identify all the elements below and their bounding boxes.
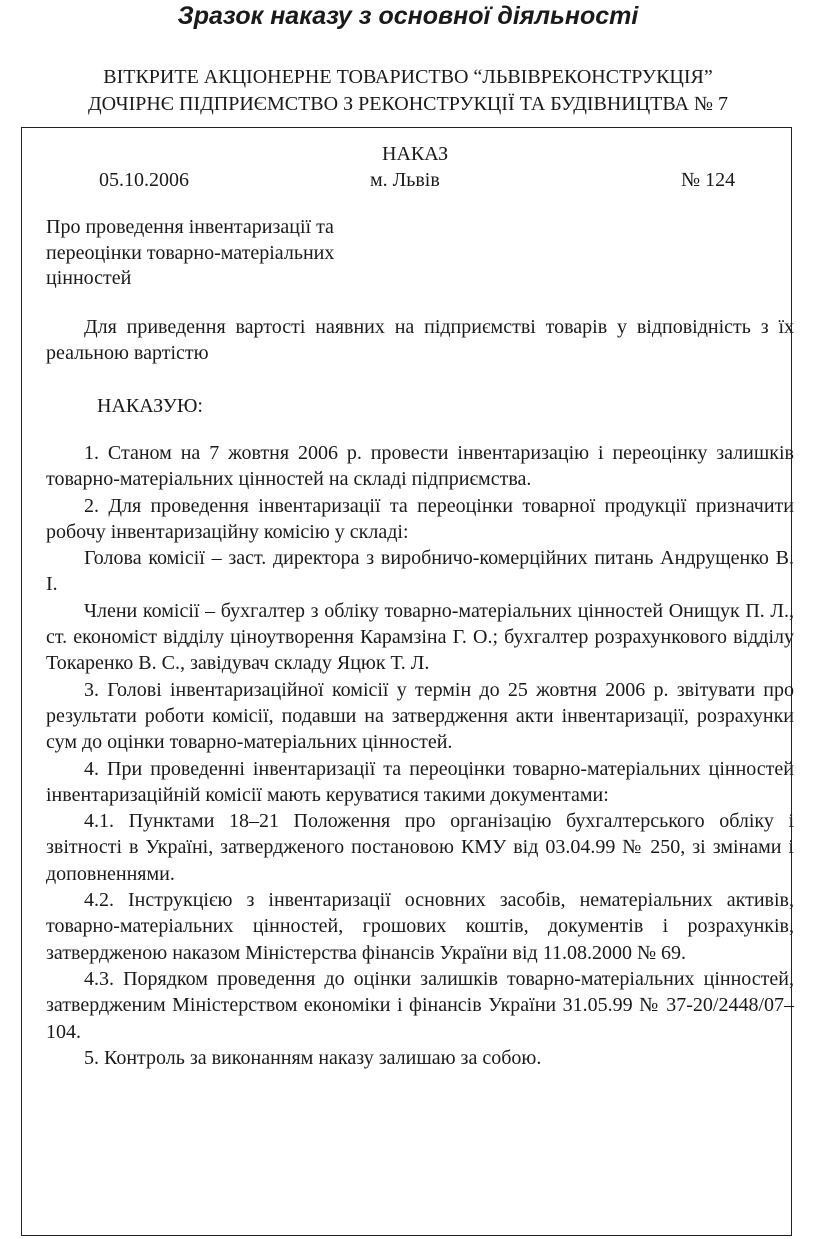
order-date: 05.10.2006 (99, 169, 189, 191)
order-number: № 124 (681, 169, 736, 191)
order-item: Члени комісії – бухгалтер з обліку товарно-матеріальних цінностей Онищук П. Л., ст. економіст відділу ціноутворення Карамзіна Г. О.; бухгалтер розрахункового відділу Токаренко В. С., завідувач складу Яцюк Т. Л. (46, 599, 794, 675)
order-item: 3. Голові інвентаризаційної комісії у термін до 25 жовтня 2006 р. звітувати про результати роботи комісії, подавши на затвердження акти інвентаризації, розрахунки сум до оцінки товарно-матеріальних цінностей. (46, 678, 794, 754)
order-heading: НАКАЗ (382, 143, 449, 165)
subject-line: цінностей (46, 267, 132, 289)
order-item: 4.3. Порядком проведення до оцінки залишків товарно-матеріальних цінностей, затвердженим Міністерством економіки і фінансів України 31.05.99 № 37-20/2448/07–104. (46, 967, 794, 1043)
page-title: Зразок наказу з основної діяльності (177, 2, 639, 30)
order-items (46, 440, 794, 1071)
organization-line-1: ВІТКРИТЕ АКЦІОНЕРНЕ ТОВАРИСТВО “ЛЬВІВРЕКОНСТРУКЦІЯ” (103, 66, 713, 88)
subject-line: Про проведення інвентаризації та (46, 216, 334, 238)
order-item: 5. Контроль за виконанням наказу залишаю за собою. (84, 1046, 542, 1069)
order-item: 2. Для проведення інвентаризації та переоцінки товарної продукції призначити робочу інвентаризаційну комісію у складі: (46, 494, 794, 543)
subject-line: переоцінки товарно-матеріальних (46, 241, 335, 264)
order-subject (46, 215, 376, 292)
order-item: 4.1. Пунктами 18–21 Положення про організацію бухгалтерського обліку і звітності в Україні, затвердженого постановою КМУ від 03.04.99 № 250, зі змінами і доповненнями. (46, 810, 794, 885)
order-preamble: Для приведення вартості наявних на підприємстві товарів у відповідність з їх реальною вартістю (46, 316, 794, 365)
order-item: 4.2. Інструкцією з інвентаризації основних засобів, нематеріальних активів, товарно-матеріальних цінностей, грошових коштів, документів і розрахунків, затвердженою наказом Міністерства фінансів України від 11.08.2000 № 69. (46, 889, 794, 964)
organization-line-2: ДОЧІРНЄ ПІДПРИЄМСТВО З РЕКОНСТРУКЦІЇ ТА БУДІВНИЦТВА № 7 (87, 93, 728, 115)
order-city: м. Львів (370, 169, 440, 191)
order-item: 1. Станом на 7 жовтня 2006 р. провести інвентаризацію і переоцінку залишків товарно-матеріальних цінностей на складі підприємства. (46, 442, 794, 491)
order-preamble-block (46, 314, 794, 367)
order-item: Голова комісії – заст. директора з виробничо-комерційних питань Андрущенко В. І. (46, 547, 794, 596)
order-item: 4. При проведенні інвентаризації та переоцінки товарно-матеріальних цінностей інвентаризаційній комісії мають керуватися такими документами: (46, 757, 794, 806)
orders-label: НАКАЗУЮ: (97, 395, 203, 417)
